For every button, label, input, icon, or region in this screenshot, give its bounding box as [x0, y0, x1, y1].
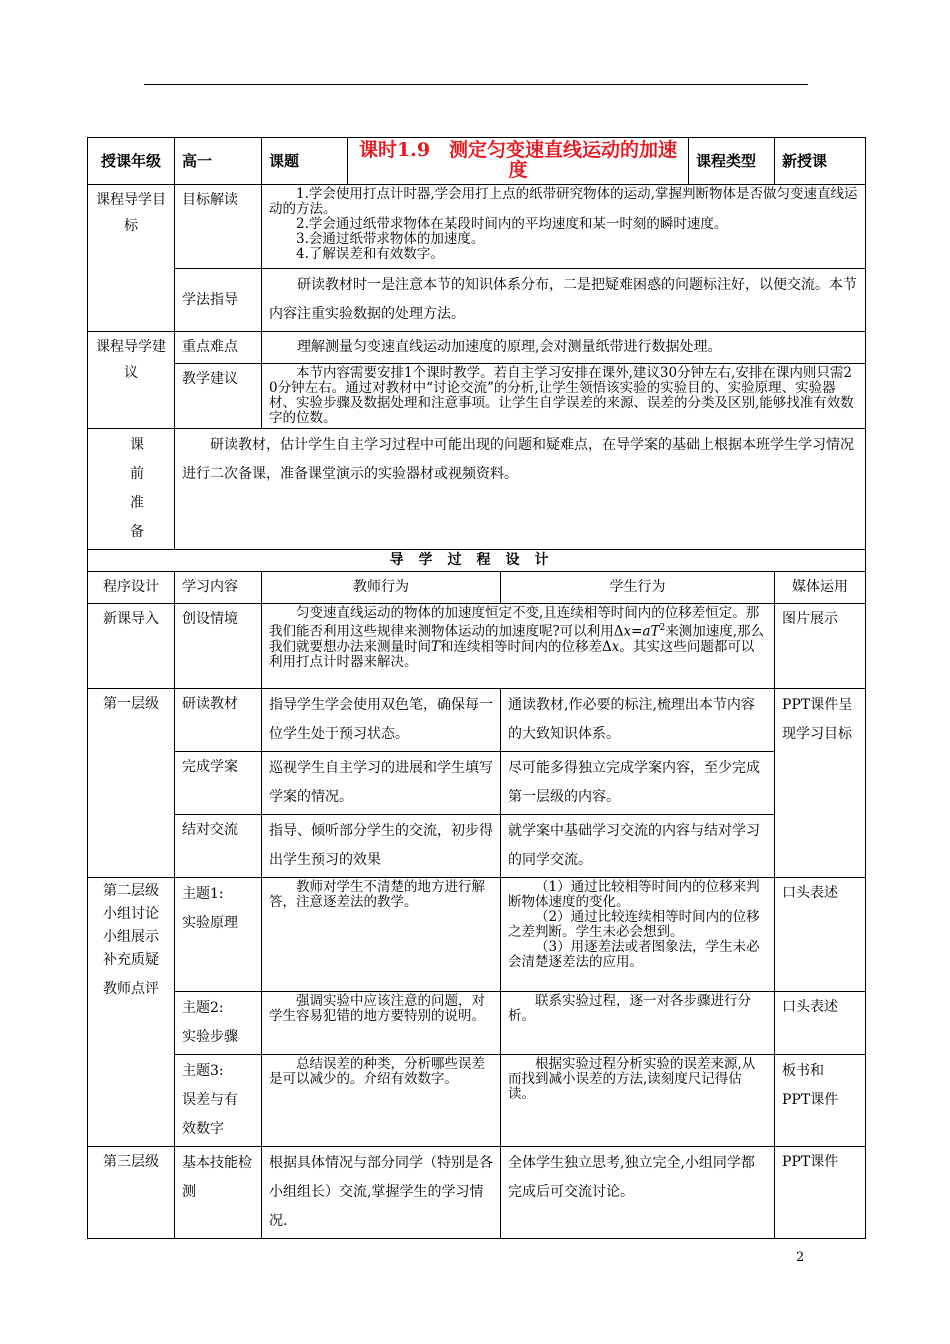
level1-row	[88, 752, 866, 815]
lesson-title: 课时1.9 测定匀变速直线运动的加速度	[348, 138, 689, 185]
goals-label: 目标解读	[175, 185, 262, 269]
topic-name: 实验步骤	[182, 1029, 238, 1045]
key-label: 重点难点	[175, 332, 262, 364]
goal-item: 3.会通过纸带求物体的加速度。	[296, 231, 485, 247]
method-row	[88, 269, 866, 332]
topic2-student: 联系实验过程，逐一对各步骤进行分析。	[501, 992, 775, 1055]
teach-row	[88, 364, 866, 429]
key-text: 理解测量匀变速直线运动加速度的原理,会对测量纸带进行数据处理。	[262, 332, 866, 364]
level1-content: 研读教材	[175, 689, 262, 752]
intro-media: 图片展示	[775, 604, 866, 689]
topic1-student	[501, 878, 775, 992]
level2-program	[88, 878, 175, 1147]
topic2-teacher: 强调实验中应该注意的问题，对学生容易犯错的地方要特别的说明。	[262, 992, 501, 1055]
prep-row	[88, 429, 866, 550]
lesson-plan-table	[87, 137, 866, 1239]
level1-row	[88, 689, 866, 752]
level1-program: 第一层级	[88, 689, 175, 878]
level2-topic2-row	[88, 992, 866, 1055]
topic-name: 误差与有	[182, 1092, 238, 1108]
level2-program-line: 补充质疑	[103, 952, 159, 968]
topic-label: 主题1:	[182, 886, 224, 902]
goals-row	[88, 185, 866, 269]
topic3-student: 根据实验过程分析实验的误差来源,从而找到减小误差的方法,读刻度尺记得估读。	[501, 1055, 775, 1147]
col-header-teacher: 教师行为	[262, 572, 501, 604]
level1-teacher: 巡视学生自主学习的进展和学生填写学案的情况。	[262, 752, 501, 815]
intro-content: 创设情境	[175, 604, 262, 689]
teach-text: 本节内容需要安排1个课时教学。若自主学习安排在课外,建议30分钟左右,安排在课内则只需20分钟左右。通过对教材中“讨论交流”的分析,让学生领悟该实验的实验目的、实验原理、实验器材、实验步骤及数据处理和注意事项。让学生自学误差的来源、误差的分类及区别,能够找准有效数字的位数。	[262, 364, 866, 429]
topic3-media-line: 板书和	[782, 1063, 825, 1079]
topic1-student-item: （3）用逐差法或者图象法，学生未必会清楚逐差法的应用。	[508, 939, 760, 970]
level1-content: 结对交流	[175, 815, 262, 878]
goal-item: 2.学会通过纸带求物体在某段时间内的平均速度和某一时刻的瞬时速度。	[296, 216, 728, 232]
level3-content: 基本技能检测	[175, 1147, 262, 1239]
method-text: 研读教材时一是注意本节的知识体系分布，二是把疑难困惑的问题标注好，以便交流。本节内容注重实验数据的处理方法。	[262, 269, 866, 332]
intro-teacher-text: 匀变速直线运动的物体的加速度恒定不变,且连续相等时间内的位移差恒定。那我们能否利用这些规律来测物体运动的加速度呢?可以利用$\Delta x=aT^2$来测加速度,那么我们就要想办法来测量时间T和连续相等时间内的位移差Δx。其实这些问题都可以利用打点计时器来解决。	[262, 604, 775, 689]
course-type-label: 课程类型	[689, 138, 775, 185]
topic1-content	[175, 878, 262, 992]
process-title-row	[88, 550, 866, 572]
topic1-media: 口头表述	[775, 878, 866, 992]
level3-program: 第三层级	[88, 1147, 175, 1239]
intro-program: 新课导入	[88, 604, 175, 689]
level1-content: 完成学案	[175, 752, 262, 815]
topic2-content	[175, 992, 262, 1055]
grade-value: 高一	[175, 138, 262, 185]
col-header-content: 学习内容	[175, 572, 262, 604]
topic3-teacher: 总结误差的种类，分析哪些误差是可以减少的。介绍有效数字。	[262, 1055, 501, 1147]
topic2-media: 口头表述	[775, 992, 866, 1055]
level1-student: 通读教材,作必要的标注,梳理出本节内容的大致知识体系。	[501, 689, 775, 752]
goal-item: 1.学会使用打点计时器,学会用打上点的纸带研究物体的运动,掌握判断物体是否做匀变速直线运动的方法。	[269, 186, 858, 217]
col-header-program: 程序设计	[88, 572, 175, 604]
level1-row	[88, 815, 866, 878]
level1-student: 就学案中基础学习交流的内容与结对学习的同学交流。	[501, 815, 775, 878]
topic-name: 实验原理	[182, 915, 238, 931]
level1-teacher: 指导学生学会使用双色笔，确保每一位学生处于预习状态。	[262, 689, 501, 752]
level2-topic1-row	[88, 878, 866, 992]
topic-name: 效数字	[182, 1121, 224, 1137]
level1-teacher: 指导、倾听部分学生的交流，初步得出学生预习的效果	[262, 815, 501, 878]
section-guide-suggestions: 课程导学建议	[88, 332, 175, 429]
topic3-media	[775, 1055, 866, 1147]
process-header-row	[88, 572, 866, 604]
prep-label: 课前准备	[88, 429, 175, 550]
level1-student: 尽可能多得独立完成学案内容，至少完成第一层级的内容。	[501, 752, 775, 815]
topic1-student-item: （1）通过比较相等时间内的位移来判断物体速度的变化。	[508, 879, 760, 910]
prep-text: 研读教材，估计学生自主学习过程中可能出现的问题和疑难点，在导学案的基础上根据本班学生学习情况进行二次备课，准备课堂演示的实验器材或视频资料。	[175, 429, 866, 550]
grade-label: 授课年级	[88, 138, 175, 185]
course-type-value: 新授课	[775, 138, 866, 185]
level2-program-line: 第二层级	[103, 883, 159, 899]
goals-list	[262, 185, 866, 269]
teach-label: 教学建议	[175, 364, 262, 429]
level3-media: PPT课件	[775, 1147, 866, 1239]
topic3-content	[175, 1055, 262, 1147]
key-row	[88, 332, 866, 364]
page-number: 2	[796, 1250, 805, 1265]
col-header-student: 学生行为	[501, 572, 775, 604]
level1-media: PPT课件呈现学习目标	[775, 689, 866, 878]
topic3-media-line: PPT课件	[782, 1092, 839, 1108]
method-label: 学法指导	[175, 269, 262, 332]
level2-program-line: 小组讨论	[103, 906, 159, 922]
goal-item: 4.了解误差和有效数字。	[296, 246, 444, 262]
section-guide-goals: 课程导学目标	[88, 185, 175, 332]
topic-label: 主题2:	[182, 1000, 224, 1016]
intro-row	[88, 604, 866, 689]
level3-row	[88, 1147, 866, 1239]
topic1-teacher: 教师对学生不清楚的地方进行解答，注意逐差法的教学。	[262, 878, 501, 992]
header-rule	[144, 84, 808, 85]
level3-teacher: 根据具体情况与部分同学（特别是各小组组长）交流,掌握学生的学习情况.	[262, 1147, 501, 1239]
level3-student: 全体学生独立思考,独立完全,小组同学都完成后可交流讨论。	[501, 1147, 775, 1239]
level2-program-line: 小组展示	[103, 929, 159, 945]
topic-label: 主题3:	[182, 1063, 224, 1079]
topic1-student-item: （2）通过比较连续相等时间内的位移之差判断。学生未必会想到。	[508, 909, 760, 940]
level2-topic3-row	[88, 1055, 866, 1147]
level2-program-line: 教师点评	[103, 981, 159, 997]
header-row	[88, 138, 866, 185]
topic-label: 课题	[262, 138, 348, 185]
col-header-media: 媒体运用	[775, 572, 866, 604]
process-title: 导学过程设计	[88, 550, 866, 572]
